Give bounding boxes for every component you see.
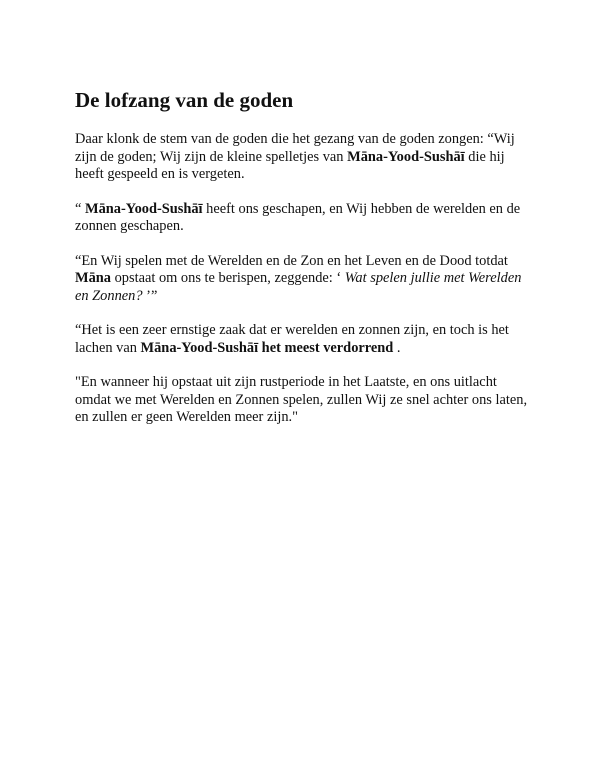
page-title: De lofzang van de goden: [75, 88, 294, 112]
paragraph-4-bold-phrase: Māna-Yood-Sushāī het meest verdorrend: [140, 339, 394, 356]
paragraph-3-bold-name: Māna: [75, 270, 111, 287]
paragraph-5-text-a: "En wanneer hij opstaat uit zijn rustperiode in het Laatste, en ons uitlacht omdat we met Werelden en Zonnen spelen, zullen Wij ze snel achter ons laten, en zullen er geen Werelden meer zijn.": [75, 374, 528, 426]
paragraph-3: [75, 253, 535, 306]
document-page: [75, 88, 535, 444]
paragraph-3-text-c: opstaat om ons te berispen, zeggende: ‘: [110, 270, 345, 287]
paragraph-2-text-a: “: [75, 200, 85, 217]
paragraph-3-text-a: “En Wij spelen met de Werelden en de Zon en het Leven en de Dood totdat: [75, 252, 508, 269]
paragraph-2-bold-name: Māna-Yood-Sushāī: [85, 200, 203, 217]
paragraph-4-text-a: “Het is een zeer ernstige zaak dat er werelden en zonnen zijn, en toch is het lachen van: [75, 322, 509, 356]
paragraph-1-bold-name: Māna-Yood-Sushāī: [347, 148, 465, 165]
paragraph-2-text-c: heeft ons geschapen, en Wij hebben de werelden en de zonnen geschapen.: [75, 200, 521, 235]
paragraph-3-text-e: ’”: [142, 287, 158, 304]
paragraph-2: [75, 201, 535, 236]
paragraph-1-text-a: Daar klonk de stem van de goden die het gezang van de goden zongen: “Wij zijn de goden; Wij zijn de kleine spelletjes van: [75, 131, 515, 165]
paragraph-1: [75, 131, 535, 184]
paragraph-3-italic-quote: Wat spelen jullie met Werelden en Zonnen?: [75, 270, 522, 304]
paragraph-1-text-c: die hij heeft gespeeld en is vergeten.: [75, 148, 505, 183]
paragraph-5: [75, 374, 535, 427]
paragraph-4: [75, 322, 535, 357]
paragraph-4-text-c: .: [393, 339, 401, 356]
